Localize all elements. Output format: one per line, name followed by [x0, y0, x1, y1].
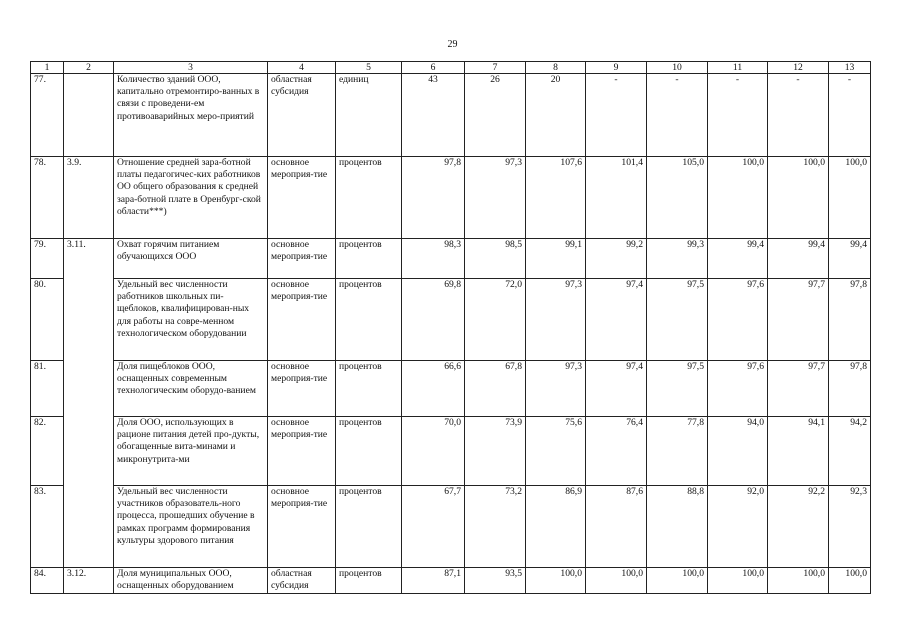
- value-cell: 94,1: [768, 417, 829, 486]
- header-cell: 1: [31, 62, 64, 74]
- header-cell: 5: [336, 62, 402, 74]
- row-number: 80.: [31, 279, 64, 361]
- value-cell: 92,0: [708, 486, 768, 568]
- value-cell: 87,6: [586, 486, 647, 568]
- header-cell: 13: [829, 62, 871, 74]
- unit: процентов: [336, 157, 402, 239]
- table-row: [31, 361, 871, 417]
- header-cell: 4: [268, 62, 336, 74]
- indicators-table: [30, 61, 871, 594]
- funding-source: основное мероприя-тие: [268, 417, 336, 486]
- header-cell: 12: [768, 62, 829, 74]
- table-row: [31, 279, 871, 361]
- row-number: 78.: [31, 157, 64, 239]
- value-cell: 69,8: [402, 279, 465, 361]
- value-cell: 86,9: [526, 486, 586, 568]
- value-cell: 97,8: [402, 157, 465, 239]
- table-row: [31, 486, 871, 568]
- value-cell: 100,0: [586, 568, 647, 594]
- header-cell: 6: [402, 62, 465, 74]
- funding-source: основное мероприя-тие: [268, 239, 336, 279]
- indicator-name: Доля ООО, использующих в рационе питания детей про-дукты, обогащенные вита-минами и микронутрита-ми: [114, 417, 268, 486]
- value-cell: 100,0: [829, 568, 871, 594]
- funding-source: областная субсидия: [268, 568, 336, 594]
- value-cell: 98,3: [402, 239, 465, 279]
- value-cell: 97,4: [586, 361, 647, 417]
- row-number: 77.: [31, 74, 64, 157]
- funding-source: областная субсидия: [268, 74, 336, 157]
- value-cell: 75,6: [526, 417, 586, 486]
- indicator-name: Отношение средней зара-ботной платы педагогичес-ких работников ОО общего образования к средней зара-ботной плате в Оренбург-ской области***): [114, 157, 268, 239]
- value-cell: 67,8: [465, 361, 526, 417]
- value-cell: 73,9: [465, 417, 526, 486]
- value-cell: 88,8: [647, 486, 708, 568]
- value-cell: -: [647, 74, 708, 157]
- value-cell: 97,3: [465, 157, 526, 239]
- value-cell: 93,5: [465, 568, 526, 594]
- table-row: [31, 157, 871, 239]
- value-cell: -: [829, 74, 871, 157]
- value-cell: 70,0: [402, 417, 465, 486]
- row-code: 3.11.: [64, 239, 114, 568]
- value-cell: -: [708, 74, 768, 157]
- unit: процентов: [336, 239, 402, 279]
- table-row: [31, 239, 871, 279]
- row-number: 83.: [31, 486, 64, 568]
- value-cell: 94,2: [829, 417, 871, 486]
- header-cell: 11: [708, 62, 768, 74]
- value-cell: 72,0: [465, 279, 526, 361]
- table-row: [31, 74, 871, 157]
- value-cell: 97,3: [526, 361, 586, 417]
- indicator-name: Количество зданий ООО, капитально отремонтиро-ванных в связи с проведени-ем противоаварийных меро-приятий: [114, 74, 268, 157]
- value-cell: 67,7: [402, 486, 465, 568]
- value-cell: 97,4: [586, 279, 647, 361]
- value-cell: 100,0: [647, 568, 708, 594]
- value-cell: 107,6: [526, 157, 586, 239]
- value-cell: 97,6: [708, 361, 768, 417]
- unit: процентов: [336, 361, 402, 417]
- header-cell: 8: [526, 62, 586, 74]
- row-code: 3.9.: [64, 157, 114, 239]
- indicator-name: Охват горячим питанием обучающихся ООО: [114, 239, 268, 279]
- page-number: 29: [447, 39, 458, 50]
- header-row: [31, 62, 871, 74]
- row-number: 79.: [31, 239, 64, 279]
- value-cell: 97,7: [768, 279, 829, 361]
- value-cell: 100,0: [768, 568, 829, 594]
- unit: процентов: [336, 279, 402, 361]
- value-cell: 92,2: [768, 486, 829, 568]
- value-cell: 105,0: [647, 157, 708, 239]
- value-cell: 76,4: [586, 417, 647, 486]
- indicator-name: Удельный вес численности работников школьных пи-щеблоков, квалифицирован-ных для работы на совре-менном технологическом оборудовании: [114, 279, 268, 361]
- funding-source: основное мероприя-тие: [268, 279, 336, 361]
- value-cell: 26: [465, 74, 526, 157]
- value-cell: 43: [402, 74, 465, 157]
- unit: единиц: [336, 74, 402, 157]
- funding-source: основное мероприя-тие: [268, 361, 336, 417]
- value-cell: 99,2: [586, 239, 647, 279]
- value-cell: 99,4: [708, 239, 768, 279]
- value-cell: 99,4: [768, 239, 829, 279]
- value-cell: 97,7: [768, 361, 829, 417]
- value-cell: 97,6: [708, 279, 768, 361]
- value-cell: 100,0: [829, 157, 871, 239]
- indicator-name: Доля муниципальных ООО, оснащенных оборудованием: [114, 568, 268, 594]
- table-row: [31, 568, 871, 594]
- funding-source: основное мероприя-тие: [268, 486, 336, 568]
- value-cell: 87,1: [402, 568, 465, 594]
- indicator-name: Удельный вес численности участников образователь-ного процесса, прошедших обучение в рамках программ формирования культуры здорового питания: [114, 486, 268, 568]
- value-cell: 92,3: [829, 486, 871, 568]
- value-cell: -: [586, 74, 647, 157]
- value-cell: 100,0: [768, 157, 829, 239]
- value-cell: 99,1: [526, 239, 586, 279]
- header-cell: 7: [465, 62, 526, 74]
- funding-source: основное мероприя-тие: [268, 157, 336, 239]
- value-cell: 100,0: [708, 568, 768, 594]
- value-cell: 94,0: [708, 417, 768, 486]
- header-cell: 2: [64, 62, 114, 74]
- value-cell: 99,3: [647, 239, 708, 279]
- value-cell: 98,5: [465, 239, 526, 279]
- row-number: 84.: [31, 568, 64, 594]
- value-cell: 97,8: [829, 279, 871, 361]
- value-cell: 101,4: [586, 157, 647, 239]
- header-cell: 9: [586, 62, 647, 74]
- row-number: 82.: [31, 417, 64, 486]
- value-cell: 97,8: [829, 361, 871, 417]
- value-cell: 73,2: [465, 486, 526, 568]
- header-cell: 3: [114, 62, 268, 74]
- row-number: 81.: [31, 361, 64, 417]
- value-cell: 99,4: [829, 239, 871, 279]
- unit: процентов: [336, 568, 402, 594]
- value-cell: 20: [526, 74, 586, 157]
- table-row: [31, 417, 871, 486]
- row-code: 3.12.: [64, 568, 114, 594]
- value-cell: 66,6: [402, 361, 465, 417]
- value-cell: 97,5: [647, 361, 708, 417]
- unit: процентов: [336, 417, 402, 486]
- value-cell: -: [768, 74, 829, 157]
- header-cell: 10: [647, 62, 708, 74]
- value-cell: 97,3: [526, 279, 586, 361]
- value-cell: 97,5: [647, 279, 708, 361]
- row-code: [64, 74, 114, 157]
- value-cell: 100,0: [708, 157, 768, 239]
- indicator-name: Доля пищеблоков ООО, оснащенных современным технологическим оборудо-ванием: [114, 361, 268, 417]
- value-cell: 77,8: [647, 417, 708, 486]
- unit: процентов: [336, 486, 402, 568]
- value-cell: 100,0: [526, 568, 586, 594]
